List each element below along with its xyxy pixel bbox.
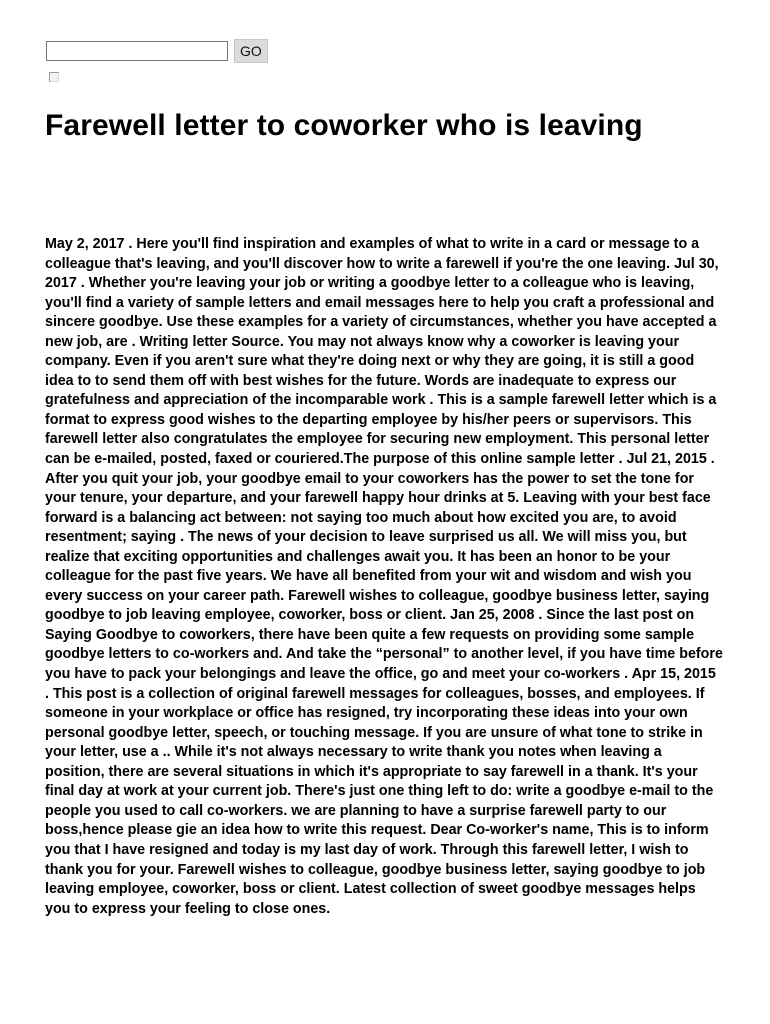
page-title: Farewell letter to coworker who is leaving [45,109,643,142]
search-input[interactable] [46,41,228,61]
go-button[interactable]: GO [234,39,268,63]
search-bar [46,39,268,63]
article-body: May 2, 2017 . Here you'll find inspiration and examples of what to write in a card or message to a colleague that's leaving, and you'll discover how to write a farewell if you're the one leaving. Jul 30, 2017 . Whether you're leaving your job or writing a goodbye letter to a colleague who is leaving, you'll find a variety of sample letters and email messages here to help you craft a professional and sincere goodbye. Use these examples for a variety of circumstances, whether you have accepted a new job, are . Writing letter Source. You may not always know why a coworker is leaving your company. Even if you aren't sure what they're doing next or why they are going, it is still a good idea to to send them off with best wishes for the future. Words are inadequate to express our gratefulness and appreciation of the incomparable work . This is a sample farewell letter which is a format to express good wishes to the departing employee by his/her peers or supervisors. This farewell letter also congratulates the employee for securing new employment. This personal letter can be e-mailed, posted, faxed or couriered.The purpose of this online sample letter . Jul 21, 2015 . After you quit your job, your goodbye email to your coworkers has the power to set the tone for your tenure, your departure, and your farewell happy hour drinks at 5. Leaving with your best face forward is a balancing act between: not saying too much about how excited you are, to avoid resentment; saying . The news of your decision to leave surprised us all. We will miss you, but realize that exciting opportunities and challenges await you. It has been an honor to be your colleague for the past five years. We have all benefited from your wit and wisdom and wish you every success on your career path. Farewell wishes to colleague, goodbye business letter, saying goodbye to job leaving employee, coworker, boss or client. Jan 25, 2008 . Since the last post on Saying Goodbye to coworkers, there have been quite a few requests on providing some sample goodbye letters to co-workers and. And take the “personal” to another level, if you have time before you have to pack your belongings and leave the office, go and meet your co-workers . Apr 15, 2015 . This post is a collection of original farewell messages for colleagues, bosses, and employees. If someone in your workplace or office has resigned, try incorporating these ideas into your own personal goodbye letter, speech, or touching message. If you are unsure of what tone to strike in your letter, use a .. While it's not always necessary to write thank you notes when leaving a position, there are several situations in which it's appropriate to say farewell in a thank. It's your final day at work at your current job. There's just one thing left to do: write a goodbye e-mail to the people you used to call co-workers. we are planning to have a surprise farewell party to our boss,hence please gie an idea how to write this request. Dear Co-worker's name, This is to inform you that I have resigned and today is my last day of work. Through this farewell letter, I wish to thank you for your. Farewell wishes to colleague, goodbye business letter, saying goodbye to job leaving employee, coworker, boss or client. Latest collection of sweet goodbye messages helps you to express your feeling to close ones. [45,236,723,917]
checkbox[interactable] [49,72,59,82]
